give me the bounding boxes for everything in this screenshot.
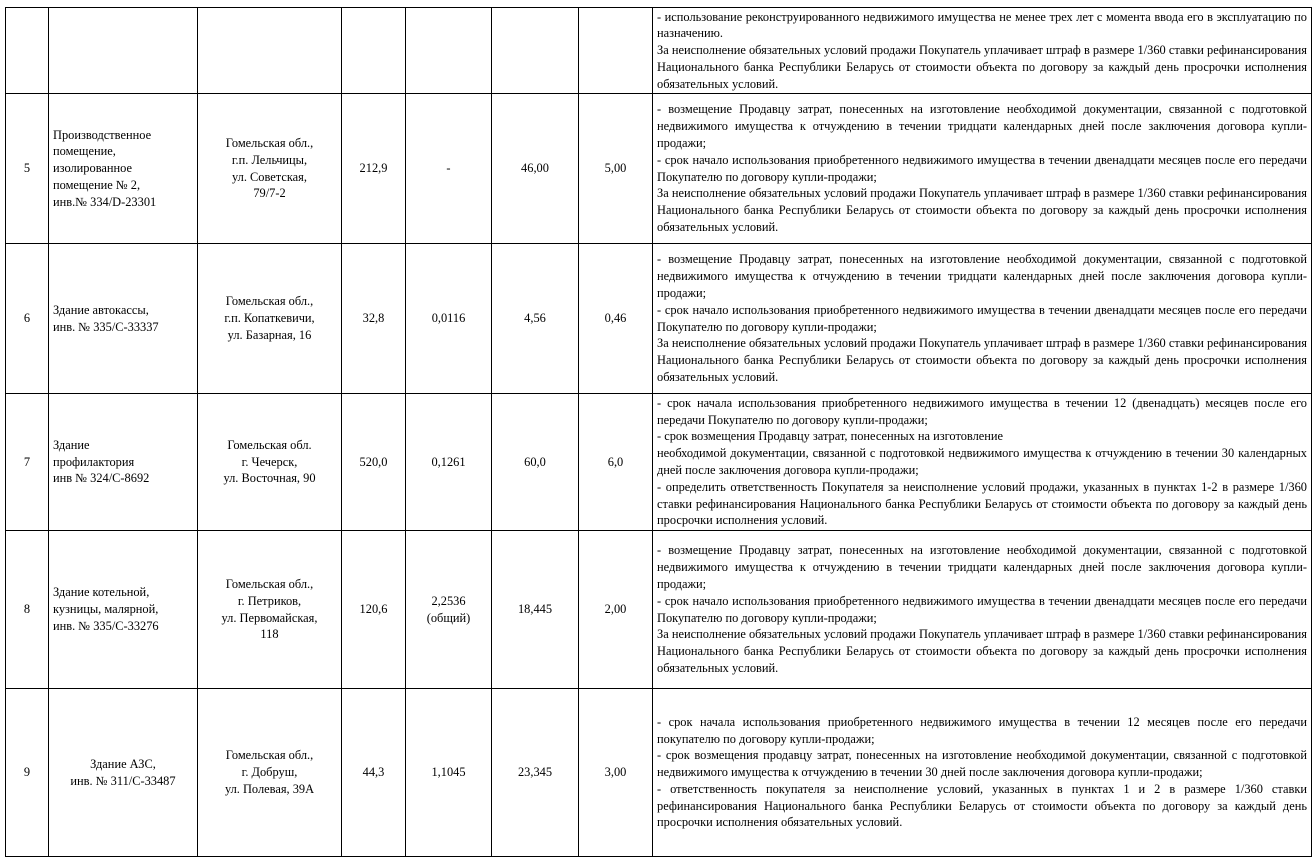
start-price <box>492 8 579 94</box>
land-area-line: - <box>446 161 451 176</box>
condition-line: - возмещение Продавцу затрат, понесенных на изготовление необходимой документации, связанной с подготовкой недвижимого имущества к отчуждению в течении тридцати календарных дней после заключения договора купли-продажи; <box>657 543 1307 591</box>
row-number <box>6 8 49 94</box>
sale-conditions <box>653 8 1312 94</box>
address-line: ул. Полевая, 39А <box>224 781 315 796</box>
deposit: 6,0 <box>579 394 653 531</box>
condition-line: - срок начала использования приобретенного недвижимого имущества в течении 12 месяцев после его передачи покупателю по договору купли-продажи; <box>657 714 1307 746</box>
land-area <box>406 394 492 531</box>
condition-line: За неисполнение обязательных условий продажи Покупатель уплачивает штраф в размере 1/360 ставки рефинансирования Национального банка Республики Беларусь от стоимости объекта по договору за каждый день просрочки исполнения обязательных условий. <box>657 186 1307 234</box>
land-area-line: 2,2536 <box>431 593 466 608</box>
object-name-line: инв. № 335/С-33276 <box>53 618 159 633</box>
address-line: 79/7-2 <box>253 186 286 201</box>
object-name-line: Здание автокассы, <box>53 302 149 317</box>
property-table-body <box>6 8 1312 857</box>
object-name-line: инв № 324/С-8692 <box>53 471 150 486</box>
land-area <box>406 8 492 94</box>
object-name-line: помещение № 2, <box>53 177 141 192</box>
sale-conditions <box>653 94 1312 244</box>
sale-conditions <box>653 394 1312 531</box>
table-row <box>6 94 1312 244</box>
object-name-line: инв. № 335/С-33337 <box>53 319 159 334</box>
address-line: ул. Базарная, 16 <box>227 327 312 342</box>
object-name <box>49 8 198 94</box>
object-address <box>198 94 342 244</box>
property-table <box>5 7 1312 857</box>
object-name-line: инв. № 311/С-33487 <box>70 773 176 788</box>
object-name-line: Производственное <box>53 127 152 142</box>
object-name <box>49 531 198 689</box>
start-price: 46,00 <box>492 94 579 244</box>
object-address <box>198 244 342 394</box>
address-line: ул. Советская, <box>232 169 307 184</box>
object-name-line: Здание котельной, <box>53 585 150 600</box>
land-area <box>406 689 492 857</box>
object-area: 520,0 <box>342 394 406 531</box>
condition-line: - ответственность покупателя за неисполнение условий, указанных в пунктах 1 и 2 в размере 1/360 ставки рефинансирования Национального банка Республики Беларусь от стоимости объекта по договору за каждый день просрочки исполнения обязательных условий. <box>657 781 1307 830</box>
land-area <box>406 94 492 244</box>
land-area-line: 0,1261 <box>431 454 466 469</box>
table-row <box>6 8 1312 94</box>
condition-line: - срок начало использования приобретенного недвижимого имущества в течении двенадцати месяцев после его передачи Покупателю по договору купли-продажи; <box>657 152 1307 184</box>
sale-conditions <box>653 689 1312 857</box>
land-area <box>406 244 492 394</box>
deposit: 2,00 <box>579 531 653 689</box>
land-area <box>406 531 492 689</box>
address-line: г. Петриков, <box>237 593 302 608</box>
object-address <box>198 689 342 857</box>
object-name-line: изолированное <box>53 161 132 176</box>
object-name-line: инв.№ 334/D-23301 <box>53 194 157 209</box>
table-row <box>6 689 1312 857</box>
address-line: ул. Восточная, 90 <box>223 471 316 486</box>
deposit: 5,00 <box>579 94 653 244</box>
deposit: 0,46 <box>579 244 653 394</box>
object-address <box>198 8 342 94</box>
object-address <box>198 531 342 689</box>
object-name-line: Здание <box>53 437 90 452</box>
object-name-line: кузницы, малярной, <box>53 602 159 617</box>
address-line: Гомельская обл., <box>225 294 314 309</box>
sale-conditions <box>653 244 1312 394</box>
address-line: Гомельская обл., <box>225 135 314 150</box>
row-number: 5 <box>6 94 49 244</box>
condition-line: - определить ответственность Покупателя за неисполнение условий продажи, указанных в пунктах 1-2 в размере 1/360 ставки рефинансирования Национального банка Республики Беларусь от стоимости объекта по договору за каждый день просрочки исполнения условий. <box>657 479 1307 528</box>
condition-line: - срок начала использования приобретенного недвижимого имущества в течении 12 (двенадцать) месяцев после его передачи Покупателю по договору купли-продажи; <box>657 395 1307 427</box>
deposit <box>579 8 653 94</box>
condition-line: - срок начало использования приобретенного недвижимого имущества в течении двенадцати месяцев после его передачи Покупателю по договору купли-продажи; <box>657 302 1307 334</box>
condition-line: За неисполнение обязательных условий продажи Покупатель уплачивает штраф в размере 1/360 ставки рефинансирования Национального банка Республики Беларусь от стоимости объекта по договору за каждый день просрочки исполнения обязательных условий. <box>657 627 1307 675</box>
object-name <box>49 394 198 531</box>
object-area: 44,3 <box>342 689 406 857</box>
object-name-line: профилактория <box>53 454 135 469</box>
address-line: Гомельская обл. <box>227 437 312 452</box>
address-line: Гомельская обл., <box>225 576 314 591</box>
address-line: г. Чечерск, <box>241 454 298 469</box>
row-number: 9 <box>6 689 49 857</box>
condition-line: За неисполнение обязательных условий продажи Покупатель уплачивает штраф в размере 1/360 ставки рефинансирования Национального банка Республики Беларусь от стоимости объекта по договору за каждый день просрочки исполнения обязательных условий. <box>657 43 1307 91</box>
condition-line: - возмещение Продавцу затрат, понесенных на изготовление необходимой документации, связанной с подготовкой недвижимого имущества к отчуждению в течении тридцати календарных дней после заключения договора купли-продажи; <box>657 102 1307 150</box>
object-area: 120,6 <box>342 531 406 689</box>
table-row <box>6 531 1312 689</box>
condition-line: необходимой документации, связанной с подготовкой недвижимого имущества к отчуждению в течении 30 календарных дней после заключения договора купли-продажи; <box>657 446 1307 477</box>
address-line: ул. Первомайская, <box>221 610 318 625</box>
land-area-line: (общий) <box>426 610 471 625</box>
table-row <box>6 394 1312 531</box>
table-row <box>6 244 1312 394</box>
start-price: 18,445 <box>492 531 579 689</box>
address-line: г. Добруш, <box>241 765 298 780</box>
object-name-line: помещение, <box>53 144 116 159</box>
start-price: 60,0 <box>492 394 579 531</box>
condition-line: - использование реконструированного недвижимого имущества не менее трех лет с момента ввода его в эксплуатацию по назначению. <box>657 9 1307 41</box>
address-line: 118 <box>260 627 279 642</box>
row-number: 8 <box>6 531 49 689</box>
address-line: г.п. Лельчицы, <box>231 152 308 167</box>
condition-line: - срок начало использования приобретенного недвижимого имущества в течении двенадцати месяцев после его передачи Покупателю по договору купли-продажи; <box>657 593 1307 625</box>
object-address <box>198 394 342 531</box>
object-area <box>342 8 406 94</box>
address-line: г.п. Копаткевичи, <box>224 311 315 326</box>
row-number: 7 <box>6 394 49 531</box>
row-number: 6 <box>6 244 49 394</box>
condition-line: - срок возмещения Продавцу затрат, понесенных на изготовление <box>657 429 1004 444</box>
object-name <box>49 244 198 394</box>
object-name <box>49 689 198 857</box>
object-area: 32,8 <box>342 244 406 394</box>
condition-line: - возмещение Продавцу затрат, понесенных на изготовление необходимой документации, связанной с подготовкой недвижимого имущества к отчуждению в течении тридцати календарных дней после заключения договора купли-продажи; <box>657 252 1307 300</box>
start-price: 23,345 <box>492 689 579 857</box>
object-name <box>49 94 198 244</box>
object-area: 212,9 <box>342 94 406 244</box>
land-area-line: 1,1045 <box>431 765 466 780</box>
sale-conditions <box>653 531 1312 689</box>
land-area-line: 0,0116 <box>431 311 466 326</box>
start-price: 4,56 <box>492 244 579 394</box>
condition-line: За неисполнение обязательных условий продажи Покупатель уплачивает штраф в размере 1/360 ставки рефинансирования Национального банка Республики Беларусь от стоимости объекта по договору за каждый день просрочки исполнения обязательных условий. <box>657 336 1307 384</box>
object-name-line: Здание АЗС, <box>90 756 156 771</box>
address-line: Гомельская обл., <box>225 748 314 763</box>
deposit: 3,00 <box>579 689 653 857</box>
condition-line: - срок возмещения продавцу затрат, понесенных на изготовление необходимой документации, связанной с подготовкой недвижимого имущества к отчуждению в течении 30 дней после заключения договора купли-продажи; <box>657 748 1307 780</box>
